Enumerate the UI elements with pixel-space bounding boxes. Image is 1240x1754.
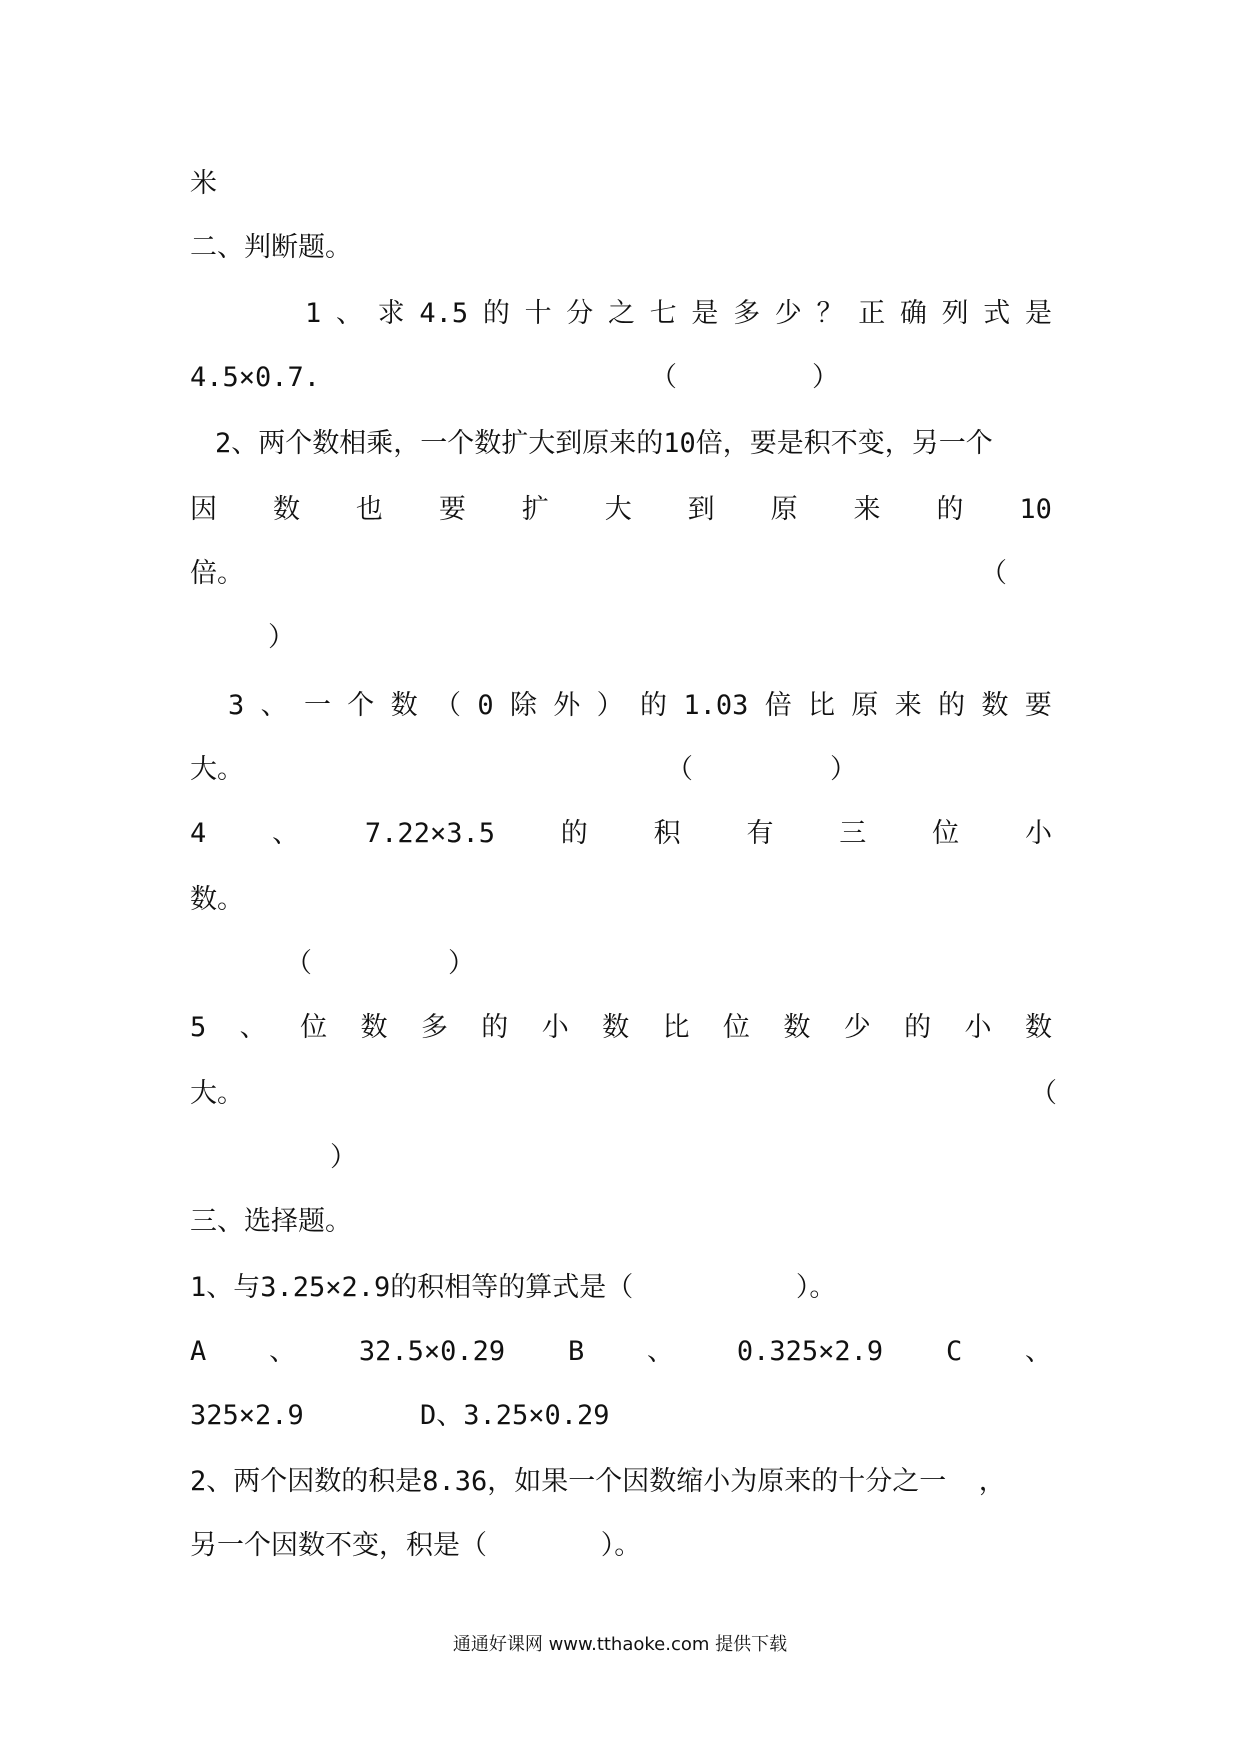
text-token: 、 bbox=[239, 1012, 267, 1043]
text-token: 32.5×0.29 bbox=[358, 1336, 506, 1367]
text-token: 也 bbox=[355, 494, 383, 525]
text-token: 少 bbox=[774, 298, 802, 329]
text-token: 除 bbox=[509, 690, 537, 721]
text-token: 列 bbox=[941, 298, 969, 329]
text-token: 10 bbox=[1019, 494, 1052, 525]
q1-bracket-open: （ bbox=[650, 362, 677, 393]
q1-line1 bbox=[305, 298, 1052, 330]
text-token: C bbox=[945, 1336, 963, 1367]
text-token: 扩 bbox=[521, 494, 549, 525]
q2-line2 bbox=[190, 494, 1052, 526]
text-token: 4 bbox=[190, 818, 207, 849]
q3-bracket-open: （ bbox=[666, 754, 693, 785]
text-token: 确 bbox=[899, 298, 927, 329]
top-fragment: 米 bbox=[190, 168, 217, 199]
text-token: 数 bbox=[602, 1012, 630, 1043]
text-token: 0.325×2.9 bbox=[736, 1336, 884, 1367]
text-token: 的 bbox=[481, 1012, 509, 1043]
text-token: 多 bbox=[733, 298, 761, 329]
q4-bracket-close: ） bbox=[448, 948, 475, 979]
section-3-title: 三、选择题。 bbox=[190, 1206, 352, 1237]
text-token: 是 bbox=[1025, 298, 1052, 329]
choice-q2-line2: 另一个因数不变，积是（ ）。 bbox=[190, 1530, 642, 1561]
text-token: 来 bbox=[853, 494, 881, 525]
text-token: 5 bbox=[190, 1012, 207, 1043]
text-token: 大 bbox=[604, 494, 632, 525]
text-token: 1 bbox=[305, 298, 322, 329]
section-2-title: 二、判断题。 bbox=[190, 232, 352, 263]
q4-bracket-open: （ bbox=[285, 948, 312, 979]
q3-bracket-close: ） bbox=[830, 754, 857, 785]
text-token: 少 bbox=[843, 1012, 871, 1043]
q3-line2: 大。 bbox=[190, 754, 244, 785]
q2-line3: 倍。 bbox=[190, 558, 244, 589]
text-token: 、 bbox=[272, 818, 300, 849]
text-token: （ bbox=[433, 690, 461, 721]
text-token: 因 bbox=[190, 494, 217, 525]
text-token: 来 bbox=[894, 690, 922, 721]
choice-q1-option-c: 325×2.9 bbox=[190, 1400, 304, 1431]
text-token: B bbox=[567, 1336, 585, 1367]
text-token: 位 bbox=[932, 818, 960, 849]
text-token: 、 bbox=[260, 690, 288, 721]
text-token: 多 bbox=[420, 1012, 448, 1043]
text-token: 数 bbox=[390, 690, 418, 721]
choice-q1-stem: 1、与3.25×2.9的积相等的算式是（ ）。 bbox=[190, 1272, 837, 1303]
text-token: 小 bbox=[964, 1012, 992, 1043]
q5-bracket-open: （ bbox=[1030, 1078, 1057, 1109]
text-token: 十 bbox=[524, 298, 552, 329]
text-token: 三 bbox=[839, 818, 867, 849]
text-token: A bbox=[190, 1336, 207, 1367]
text-token: 的 bbox=[482, 298, 510, 329]
text-token: 、 bbox=[269, 1336, 297, 1367]
q2-bracket-close: ） bbox=[268, 622, 295, 653]
text-token: 式 bbox=[983, 298, 1011, 329]
text-token: 数 bbox=[783, 1012, 811, 1043]
text-token: 的 bbox=[904, 1012, 932, 1043]
q5-line2: 大。 bbox=[190, 1078, 244, 1109]
text-token: 、 bbox=[647, 1336, 675, 1367]
text-token: ） bbox=[596, 690, 624, 721]
choice-q1-options bbox=[190, 1336, 1052, 1368]
text-token: 1.03 bbox=[683, 690, 749, 721]
text-token: 有 bbox=[746, 818, 774, 849]
choice-q1-option-d: D、3.25×0.29 bbox=[420, 1400, 610, 1431]
text-token: 比 bbox=[808, 690, 836, 721]
text-token: 个 bbox=[347, 690, 375, 721]
text-token: 倍 bbox=[764, 690, 792, 721]
text-token: 一 bbox=[303, 690, 331, 721]
q3-line1 bbox=[228, 690, 1052, 722]
text-token: 数 bbox=[1024, 1012, 1052, 1043]
text-token: 3 bbox=[228, 690, 245, 721]
q5-line1 bbox=[190, 1012, 1052, 1044]
text-token: 的 bbox=[936, 494, 964, 525]
text-token: 外 bbox=[553, 690, 581, 721]
text-token: 比 bbox=[662, 1012, 690, 1043]
q2-bracket-open: （ bbox=[980, 558, 1007, 589]
text-token: 、 bbox=[335, 298, 363, 329]
text-token: 小 bbox=[1024, 818, 1052, 849]
q5-bracket-close: ） bbox=[330, 1142, 357, 1173]
text-token: 分 bbox=[566, 298, 594, 329]
q4-line1 bbox=[190, 818, 1052, 850]
text-token: 原 bbox=[851, 690, 879, 721]
q1-bracket-close: ） bbox=[812, 362, 839, 393]
text-token: 0 bbox=[477, 690, 494, 721]
q4-line2: 数。 bbox=[190, 884, 244, 915]
text-token: 积 bbox=[653, 818, 681, 849]
text-token: 的 bbox=[639, 690, 667, 721]
text-token: 的 bbox=[560, 818, 588, 849]
text-token: 4.5 bbox=[419, 298, 469, 329]
text-token: 之 bbox=[607, 298, 635, 329]
text-token: 位 bbox=[300, 1012, 328, 1043]
text-token: 七 bbox=[649, 298, 677, 329]
text-token: 数 bbox=[360, 1012, 388, 1043]
text-token: ？ bbox=[816, 298, 844, 329]
q2-line1: 2、两个数相乘，一个数扩大到原来的10倍，要是积不变，另一个 bbox=[215, 428, 993, 459]
text-token: 7.22×3.5 bbox=[364, 818, 495, 849]
text-token: 的 bbox=[938, 690, 966, 721]
text-token: 要 bbox=[1024, 690, 1052, 721]
text-token: 是 bbox=[691, 298, 719, 329]
text-token: 数 bbox=[272, 494, 300, 525]
text-token: 求 bbox=[377, 298, 405, 329]
text-token: 正 bbox=[858, 298, 886, 329]
q1-formula: 4.5×0.7. bbox=[190, 362, 321, 393]
text-token: 要 bbox=[438, 494, 466, 525]
text-token: 数 bbox=[981, 690, 1009, 721]
text-token: 小 bbox=[541, 1012, 569, 1043]
text-token: 位 bbox=[722, 1012, 750, 1043]
footer-watermark: 通通好课网 www.tthaoke.com 提供下载 bbox=[452, 1634, 788, 1655]
text-token: 、 bbox=[1025, 1336, 1052, 1367]
text-token: 原 bbox=[770, 494, 798, 525]
text-token: 到 bbox=[687, 494, 715, 525]
choice-q2-line1: 2、两个因数的积是8.36，如果一个因数缩小为原来的十分之一 ， bbox=[190, 1466, 1006, 1497]
